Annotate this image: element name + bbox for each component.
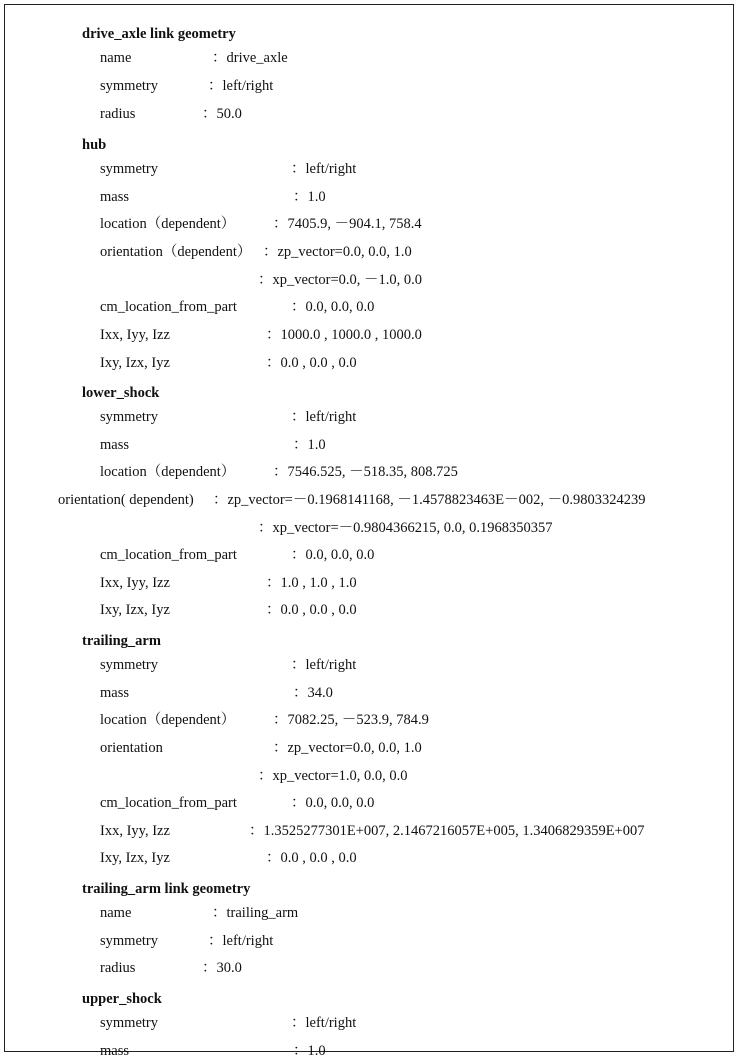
property-label: symmetry xyxy=(100,933,158,949)
property-value: ：left/right xyxy=(291,161,357,177)
section-title: upper_shock xyxy=(82,991,162,1007)
property-label: symmetry xyxy=(100,78,158,94)
property-label: mass xyxy=(100,685,129,701)
property-value: ：zp_vector=－0.1968141168, －1.4578823463E－002, －0.9803324239 xyxy=(213,492,646,508)
property-value: ：xp_vector=0.0, －1.0, 0.0 xyxy=(258,272,423,288)
property-value: ：0.0 , 0.0 , 0.0 xyxy=(266,602,357,618)
property-value: ：30.0 xyxy=(202,960,242,976)
property-label: mass xyxy=(100,189,129,205)
section-title: drive_axle link geometry xyxy=(82,26,236,42)
property-value: ：zp_vector=0.0, 0.0, 1.0 xyxy=(263,244,412,260)
property-label: Ixx, Iyy, Izz xyxy=(100,823,170,839)
property-label: symmetry xyxy=(100,1015,158,1031)
property-label: Ixy, Izx, Iyz xyxy=(100,355,170,371)
property-value: ：0.0 , 0.0 , 0.0 xyxy=(266,850,357,866)
property-label: location（dependent） xyxy=(100,216,236,232)
property-label: orientation( dependent) xyxy=(58,492,194,508)
property-label: mass xyxy=(100,437,129,453)
property-label: cm_location_from_part xyxy=(100,795,237,811)
property-label: Ixy, Izx, Iyz xyxy=(100,850,170,866)
property-value: ：left/right xyxy=(291,1015,357,1031)
property-value: ：0.0, 0.0, 0.0 xyxy=(291,547,375,563)
property-value: ：left/right xyxy=(291,657,357,673)
property-label: Ixx, Iyy, Izz xyxy=(100,327,170,343)
property-value: ：7405.9, －904.1, 758.4 xyxy=(273,216,422,232)
section-title: hub xyxy=(82,137,107,153)
property-value: ：7546.525, －518.35, 808.725 xyxy=(273,464,458,480)
property-label: Ixy, Izx, Iyz xyxy=(100,602,170,618)
property-label: location（dependent） xyxy=(100,464,236,480)
property-value: ：7082.25, －523.9, 784.9 xyxy=(273,712,429,728)
property-value: ：50.0 xyxy=(202,106,242,122)
property-value: ：0.0, 0.0, 0.0 xyxy=(291,299,375,315)
property-label: name xyxy=(100,50,132,66)
property-label: radius xyxy=(100,960,136,976)
property-value: ：trailing_arm xyxy=(212,905,299,921)
property-value: ：1.3525277301E+007, 2.1467216057E+005, 1.3406829359E+007 xyxy=(249,823,645,839)
property-label: symmetry xyxy=(100,657,158,673)
property-value: ：left/right xyxy=(208,933,274,949)
property-value: ：xp_vector=1.0, 0.0, 0.0 xyxy=(258,768,408,784)
property-label: orientation xyxy=(100,740,163,756)
property-label: mass xyxy=(100,1043,129,1059)
property-label: radius xyxy=(100,106,136,122)
property-label: orientation（dependent） xyxy=(100,244,252,260)
property-value: ：1.0 xyxy=(293,437,326,453)
property-value: ：1000.0 , 1000.0 , 1000.0 xyxy=(266,327,422,343)
property-value: ：left/right xyxy=(291,409,357,425)
property-value: ：xp_vector=－0.9804366215, 0.0, 0.1968350357 xyxy=(258,520,553,536)
section-title: trailing_arm link geometry xyxy=(82,881,251,897)
property-value: ：zp_vector=0.0, 0.0, 1.0 xyxy=(273,740,422,756)
property-label: location（dependent） xyxy=(100,712,236,728)
property-label: cm_location_from_part xyxy=(100,299,237,315)
property-label: name xyxy=(100,905,132,921)
property-value: ：34.0 xyxy=(293,685,333,701)
property-label: cm_location_from_part xyxy=(100,547,237,563)
section-title: lower_shock xyxy=(82,385,160,401)
property-value: ：1.0 , 1.0 , 1.0 xyxy=(266,575,357,591)
property-label: symmetry xyxy=(100,409,158,425)
property-label: symmetry xyxy=(100,161,158,177)
property-value: ：0.0, 0.0, 0.0 xyxy=(291,795,375,811)
property-label: Ixx, Iyy, Izz xyxy=(100,575,170,591)
property-value: ：left/right xyxy=(208,78,274,94)
property-value: ：0.0 , 0.0 , 0.0 xyxy=(266,355,357,371)
document-frame xyxy=(4,4,734,1059)
property-value: ：drive_axle xyxy=(212,50,288,66)
property-value: ：1.0 xyxy=(293,1043,326,1059)
property-value: ：1.0 xyxy=(293,189,326,205)
section-title: trailing_arm xyxy=(82,633,161,649)
